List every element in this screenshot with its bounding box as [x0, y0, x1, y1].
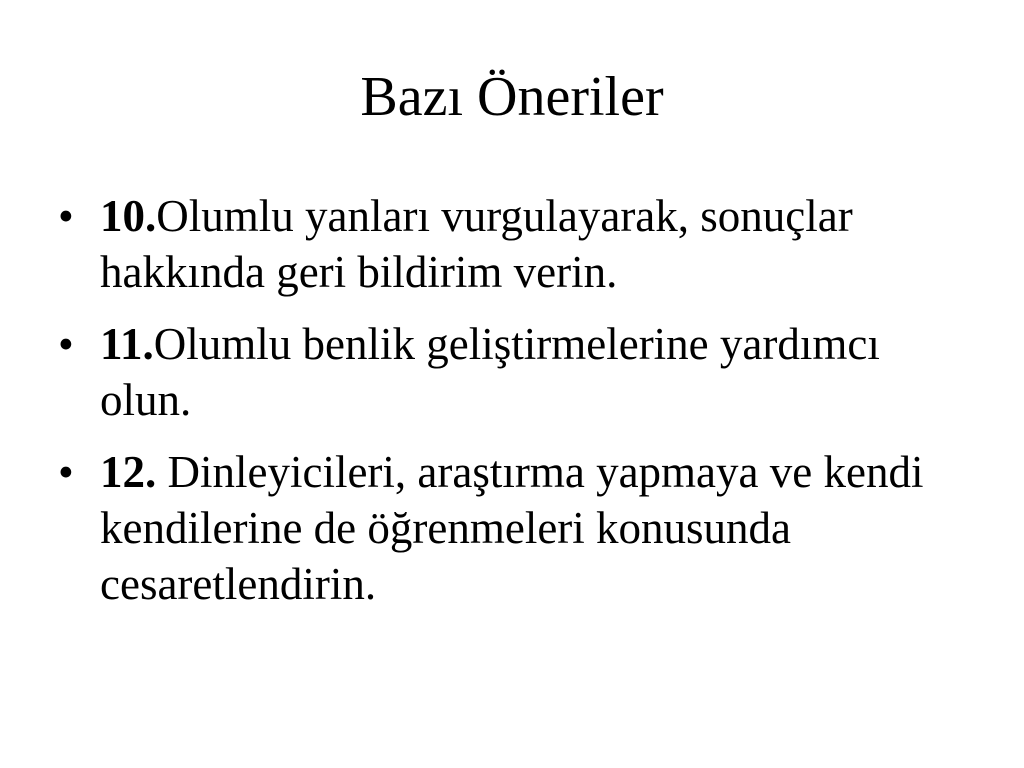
bullet-text: Dinleyicileri, araştırma yapmaya ve kendi kendilerine de öğrenmeleri konusunda cesaretlendirin. [100, 447, 924, 609]
bullet-icon: • [58, 447, 74, 497]
bullet-icon: • [58, 191, 74, 241]
bullet-item-12 [58, 444, 978, 612]
slide-title: Bazı Öneriler [360, 66, 664, 128]
bullet-list [58, 188, 978, 628]
bullet-icon: • [58, 319, 74, 369]
bullet-text: Olumlu benlik geliştirmelerine yardımcı olun. [100, 319, 880, 425]
bullet-number: 12. [100, 447, 157, 497]
bullet-number: 11. [100, 319, 154, 369]
bullet-number: 10. [100, 191, 157, 241]
bullet-item-10 [58, 188, 978, 300]
bullet-item-11 [58, 316, 978, 428]
bullet-text: Olumlu yanları vurgulayarak, sonuçlar hakkında geri bildirim verin. [100, 191, 853, 297]
